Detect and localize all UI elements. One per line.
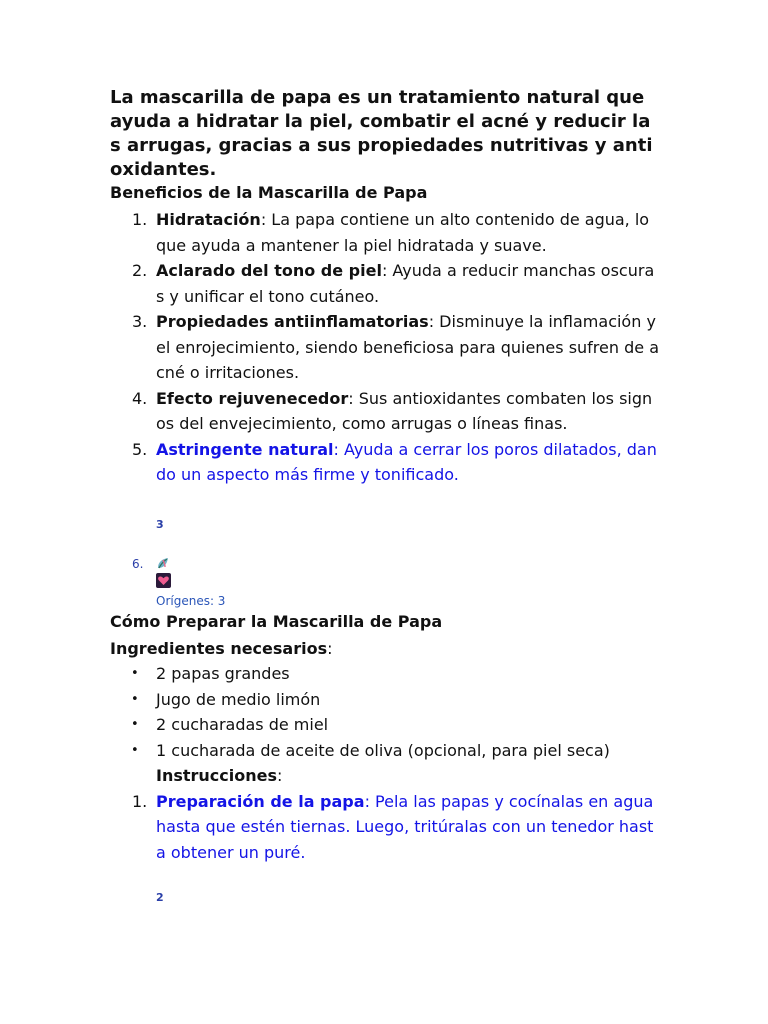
benefit-term: Hidratación	[156, 210, 261, 229]
benefits-list	[110, 207, 660, 488]
list-number: 1.	[132, 210, 148, 229]
benefit-text: : Ayuda a cerrar los poros dilatados, dando un aspecto más firme y tonificado.	[156, 439, 657, 484]
colon: :	[327, 638, 333, 658]
ingredient-item: • 2 papas grandes	[110, 661, 660, 687]
ingredients-heading	[110, 636, 660, 662]
ingredient-item: • 1 cucharada de aceite de oliva (opcional, para piel seca)	[110, 738, 660, 764]
benefit-item	[110, 309, 660, 386]
benefit-term: Astringente natural	[156, 439, 334, 459]
benefit-text: : Ayuda a reducir manchas oscuras y unificar el tono cutáneo.	[156, 261, 655, 306]
benefit-term: Efecto rejuvenecedor	[156, 388, 349, 408]
step-term: Preparación de la papa	[156, 791, 365, 811]
intro-paragraph: La mascarilla de papa es un tratamiento natural que ayuda a hidratar la piel, combatir el acné y reducir las arrugas, gracias a sus propiedades nutritivas y antioxidantes.	[110, 87, 653, 180]
benefit-term: Propiedades antiinflamatorias	[156, 312, 429, 331]
origins-label[interactable]: Orígenes: 3	[156, 593, 226, 608]
bullet-icon: •	[131, 691, 139, 707]
ingredients-list	[110, 661, 660, 763]
step-text: : Pela las papas y cocínalas en agua hasta que estén tiernas. Luego, tritúralas con un tenedor hasta obtener un puré.	[156, 791, 654, 862]
bullet-icon: •	[131, 717, 139, 732]
heart-icon[interactable]	[156, 573, 171, 588]
instructions-heading	[110, 763, 660, 789]
instruction-step	[110, 789, 660, 866]
citation-count[interactable]: 3	[156, 517, 164, 531]
bullet-icon: •	[131, 666, 139, 681]
list-number: 4.	[132, 388, 148, 408]
benefits-heading: Beneficios de la Mascarilla de Papa	[110, 183, 428, 202]
sources-item	[110, 556, 660, 594]
list-number: 1.	[132, 791, 148, 811]
benefit-item	[110, 386, 660, 437]
benefit-item-highlighted	[110, 437, 660, 488]
instructions-list	[110, 789, 660, 866]
ingredients-label: Ingredientes necesarios	[110, 638, 328, 658]
benefit-item	[110, 207, 660, 258]
ingredient-item: • Jugo de medio limón	[110, 687, 660, 713]
list-number: 3.	[132, 312, 148, 331]
list-number: 5.	[132, 439, 148, 459]
benefit-text: : Sus antioxidantes combaten los signos del envejecimiento, como arrugas o líneas finas.	[156, 388, 653, 433]
list-number: 2.	[132, 261, 148, 280]
ingredient-item: • 2 cucharadas de miel	[110, 712, 660, 738]
benefit-text: : Disminuye la inflamación y el enrojecimiento, siendo beneficiosa para quienes sufren de acné o irritaciones.	[156, 312, 659, 382]
bullet-icon: •	[131, 742, 139, 758]
instructions-label: Instrucciones	[156, 766, 278, 785]
citation-count[interactable]: 2	[156, 891, 164, 904]
benefit-item	[110, 258, 660, 309]
list-number: 6.	[132, 556, 144, 571]
document-page	[110, 86, 660, 905]
leaf-icon[interactable]	[156, 556, 170, 570]
colon: :	[277, 766, 283, 785]
preparation-heading: Cómo Preparar la Mascarilla de Papa	[110, 611, 443, 631]
benefit-term: Aclarado del tono de piel	[156, 261, 382, 280]
benefit-text: : La papa contiene un alto contenido de agua, lo que ayuda a mantener la piel hidratada y suave.	[156, 210, 650, 255]
